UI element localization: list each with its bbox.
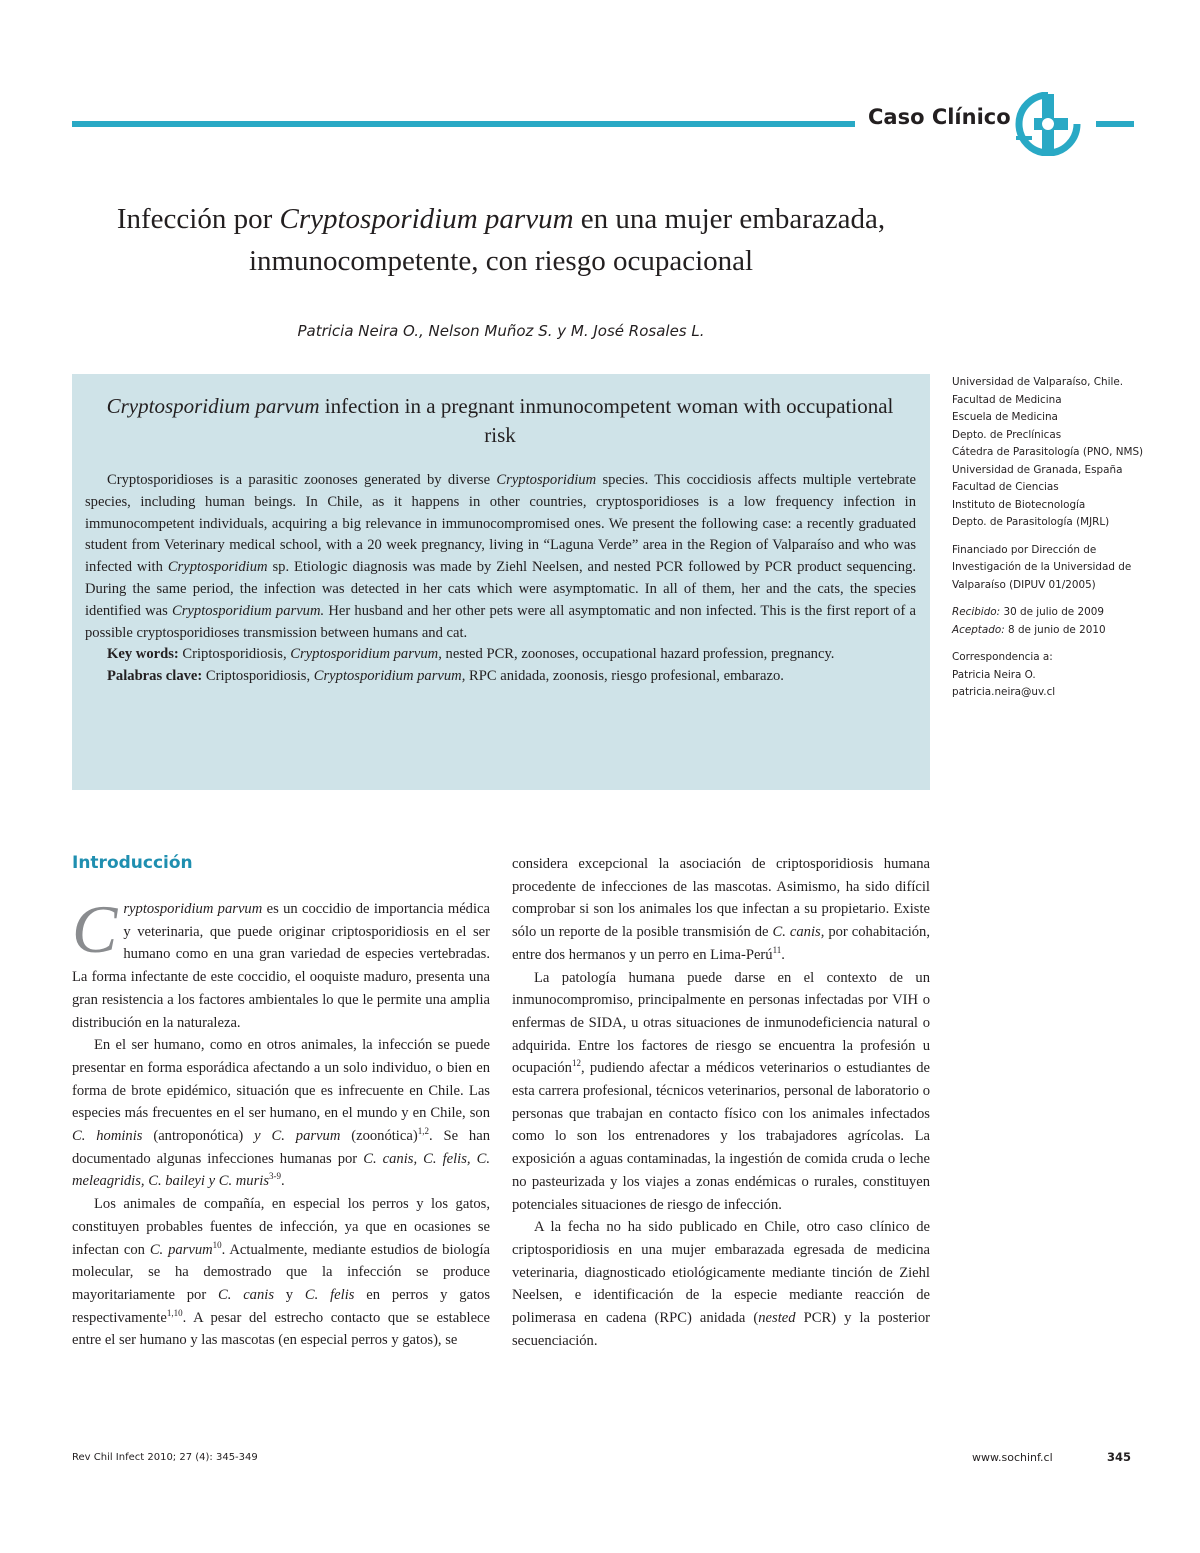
- body-text: A la fecha no ha sido publicado en Chile, otro caso clínico de criptosporidiosis en una mujer embarazada egresada de medicina veterinaria, diagnosticado etiológicamente mediante tinción de Ziehl Neelsen, e identificación de la especie mediante reacción de polimerasa en cadena (RPC) anidada (: [512, 1219, 930, 1327]
- body-text: y: [274, 1286, 305, 1303]
- keywords-label: Key words:: [107, 646, 179, 663]
- body-column-right: [512, 853, 930, 1352]
- affiliation-line: Depto. de Preclínicas: [952, 428, 1062, 441]
- abs-text: sp. Etiologic diagnosis was made by Ziehl Neelsen, and nested PCR followed by PCR product sequencing. During the same period, the infection was detected in her cats which were asymptomatic. In all of them, her and the cats, the species identified was: [85, 559, 916, 619]
- body-text: . A pesar del estrecho contacto que se establece entre el ser humano y las mascotas (en especial perros y gatos), se: [72, 1309, 490, 1349]
- article-sidebar: [952, 374, 1152, 712]
- citation-ref: 12: [571, 1058, 581, 1069]
- body-text: es un coccidio de importancia médica y veterinaria, que puede originar criptosporidiosis en el ser humano como en una gran variedad de especies vertebradas. La forma infectante de este coccidio, el ooquiste maduro, presenta una gran resistencia a los factores ambientales lo que le permite una amplia distribución en la naturaleza.: [72, 901, 490, 1031]
- affiliation-line: Universidad de Valparaíso, Chile.: [952, 376, 1124, 388]
- abs-italic: Cryptosporidium parvum.: [172, 602, 325, 619]
- kw-text: Criptosporidiosis,: [178, 646, 291, 663]
- abs-italic: Cryptosporidium: [496, 472, 597, 488]
- correspondence-name: Patricia Neira O.: [952, 668, 1036, 681]
- body-italic: ryptosporidium parvum: [123, 901, 263, 917]
- accepted-label: Aceptado:: [952, 623, 1005, 636]
- body-paragraph: [512, 1216, 930, 1352]
- accepted-date: 8 de junio de 2010: [1008, 623, 1106, 636]
- received-date: 30 de julio de 2009: [1003, 606, 1104, 618]
- abs-text: species. This coccidiosis affects multiple vertebrate species, including human beings. In Chile, as it happens in other countries, cryptosporidioses is a low frequency infection in immunocompetent individuals, acquiring a big relevance in immunocompromised ones. We present the following case: a recently graduated student from Veterinary medical school, with a 20 week pregnancy, living in “Laguna Verde” area in the Region of Valparaíso and who was infected with: [85, 472, 916, 576]
- affiliation: [952, 374, 1152, 532]
- body-paragraph: [72, 891, 490, 1034]
- journal-logo-icon: [1012, 92, 1084, 156]
- abstract-title-italic: Cryptosporidium parvum: [106, 394, 320, 418]
- drop-cap: C: [72, 891, 118, 967]
- citation-ref: 11: [772, 944, 782, 955]
- abs-italic: Cryptosporidium: [167, 559, 268, 576]
- body-text: en perros y gatos respectivamente: [72, 1286, 491, 1326]
- kw-text: nested PCR, zoonoses, occupational hazard profession, pregnancy.: [441, 646, 835, 663]
- citation-ref: 3-9: [269, 1171, 282, 1182]
- body-italic: y C. parvum: [254, 1128, 341, 1145]
- abs-text: Cryptosporidioses is a parasitic zoonoses generated by diverse: [107, 472, 497, 488]
- footer-citation: Rev Chil Infect 2010; 27 (4): 345-349: [72, 1452, 258, 1463]
- palabras-clave-label: Palabras clave:: [107, 668, 203, 685]
- body-text: .: [281, 1173, 285, 1190]
- kw-italic: Cryptosporidium parvum,: [290, 646, 442, 663]
- abstract-title-rest: infection in a pregnant inmunocompetent woman with occupational risk: [319, 394, 894, 447]
- header-rule-right: [1096, 121, 1134, 127]
- affiliation-line: Universidad de Granada, España: [952, 463, 1123, 476]
- body-text: (zoonótica): [340, 1128, 418, 1145]
- body-text: . Se han documentado algunas infecciones humanas por: [72, 1128, 490, 1167]
- body-paragraph: [72, 1193, 490, 1352]
- body-text: PCR) y la posterior secuenciación.: [512, 1310, 930, 1349]
- footer-website[interactable]: www.sochinf.cl: [972, 1451, 1053, 1464]
- body-italic: C. canis,: [772, 924, 825, 941]
- abstract-paragraph: [85, 470, 916, 644]
- citation-ref: 1,10: [166, 1307, 183, 1318]
- affiliation-line: Escuela de Medicina: [952, 411, 1058, 423]
- body-text: En el ser humano, como en otros animales, la infección se puede presentar en forma esporádica afectando a un solo individuo, o bien en forma de brote epidémico, situación que es infrecuente en Chile. Las especies más frecuentes en el ser humano, en el mundo y en Chile, son: [72, 1037, 490, 1122]
- accepted: [952, 622, 1152, 640]
- body-text: , pudiendo afectar a médicos veterinarios o estudiantes de esta carrera profesional, técnicos veterinarios, personal de laboratorio o personas que trabajan en contacto físico con los animales infectados como lo son los entrenadores y los trabajadores agrícolas. La exposición a aguas contaminadas, la ingestión de comida cruda o leche no pasteurizada y los viajes a zonas endémicas o rurales, constituyen potenciales situaciones de riesgo de infección.: [512, 1060, 930, 1213]
- received: [952, 604, 1152, 622]
- palabras-clave: [85, 666, 916, 688]
- citation-ref: 1,2: [417, 1126, 429, 1137]
- body-text: . Actualmente, mediante estudios de biología molecular, se ha demostrado que la infección se produce mayoritariamente por: [72, 1241, 490, 1303]
- correspondence-label: Correspondencia a:: [952, 651, 1053, 663]
- abs-text: Her husband and her other pets were all asymptomatic and non infected. This is the first report of a possible cryptosporidioses transmission between humans and cat.: [85, 602, 917, 641]
- body-text: (antroponótica): [142, 1128, 255, 1145]
- body-italic: C. hominis: [72, 1128, 143, 1145]
- title-pre: Infección por: [116, 203, 280, 235]
- body-text: Los animales de compañía, en especial los perros y los gatos, constituyen probables fuentes de infección, ya que en ocasiones se infectan con: [72, 1196, 490, 1258]
- article-title: [72, 198, 930, 282]
- abstract-title: [100, 392, 900, 450]
- body-column-left: [72, 891, 491, 1352]
- affiliation-line: Depto. de Parasitología (MJRL): [952, 516, 1110, 528]
- title-post: en una mujer embarazada, inmunocompetente, con riesgo ocupacional: [248, 203, 886, 277]
- citation-ref: 10: [212, 1239, 222, 1250]
- intro-heading: Introducción: [72, 853, 193, 873]
- body-text: .: [781, 946, 785, 963]
- affiliation-line: Cátedra de Parasitología (PNO, NMS): [952, 446, 1144, 458]
- funding: Financiado por Dirección de Investigación de la Universidad de Valparaíso (DIPUV 01/2005): [952, 543, 1132, 591]
- body-italic: C. felis: [304, 1286, 355, 1303]
- affiliation-line: Facultad de Ciencias: [952, 481, 1059, 493]
- page-number: 345: [1107, 1450, 1132, 1464]
- affiliation-line: Facultad de Medicina: [952, 393, 1062, 406]
- body-paragraph: [72, 1034, 490, 1193]
- dates: [952, 604, 1152, 639]
- section-label: Caso Clínico: [868, 105, 1011, 129]
- keywords: [85, 644, 916, 666]
- abstract-body: [85, 470, 916, 688]
- affiliation-line: Instituto de Biotecnología: [952, 498, 1086, 511]
- pc-text: RPC anidada, zoonosis, riesgo profesional, embarazo.: [465, 668, 784, 685]
- body-text: considera excepcional la asociación de criptosporidiosis humana procedente de infecciones de las mascotas. Asimismo, ha sido difícil comprobar si son los animales los que infectan a su propietario. Existe sólo un reporte de la posible transmisión de: [512, 856, 930, 941]
- correspondence: [952, 649, 1152, 702]
- pc-italic: Cryptosporidium parvum,: [313, 668, 466, 685]
- header-rule-left: [72, 121, 855, 127]
- body-italic: C. parvum: [149, 1241, 213, 1258]
- body-italic: C. canis, C. felis, C. meleagridis, C. baileyi y C. muris: [72, 1150, 490, 1190]
- body-text: por cohabitación, entre dos hermanos y un perro en Lima-Perú: [512, 924, 930, 963]
- body-text: La patología humana puede darse en el contexto de un inmunocompromiso, principalmente en personas infectadas por VIH o enfermas de SIDA, u otras situaciones de inmunodeficiencia natural o adquirida. Entre los factores de riesgo se encuentra la profesión u ocupación: [512, 969, 930, 1077]
- correspondence-email: patricia.neira@uv.cl: [952, 686, 1056, 698]
- authors: Patricia Neira O., Nelson Muñoz S. y M. José Rosales L.: [297, 322, 705, 340]
- title-italic: Cryptosporidium parvum: [279, 203, 574, 235]
- body-italic: nested: [758, 1310, 796, 1327]
- received-label: Recibido:: [952, 606, 1001, 618]
- body-italic: C. canis: [218, 1286, 274, 1303]
- body-paragraph: [512, 967, 930, 1217]
- pc-text: Criptosporidiosis,: [202, 668, 314, 685]
- body-paragraph: [512, 853, 930, 967]
